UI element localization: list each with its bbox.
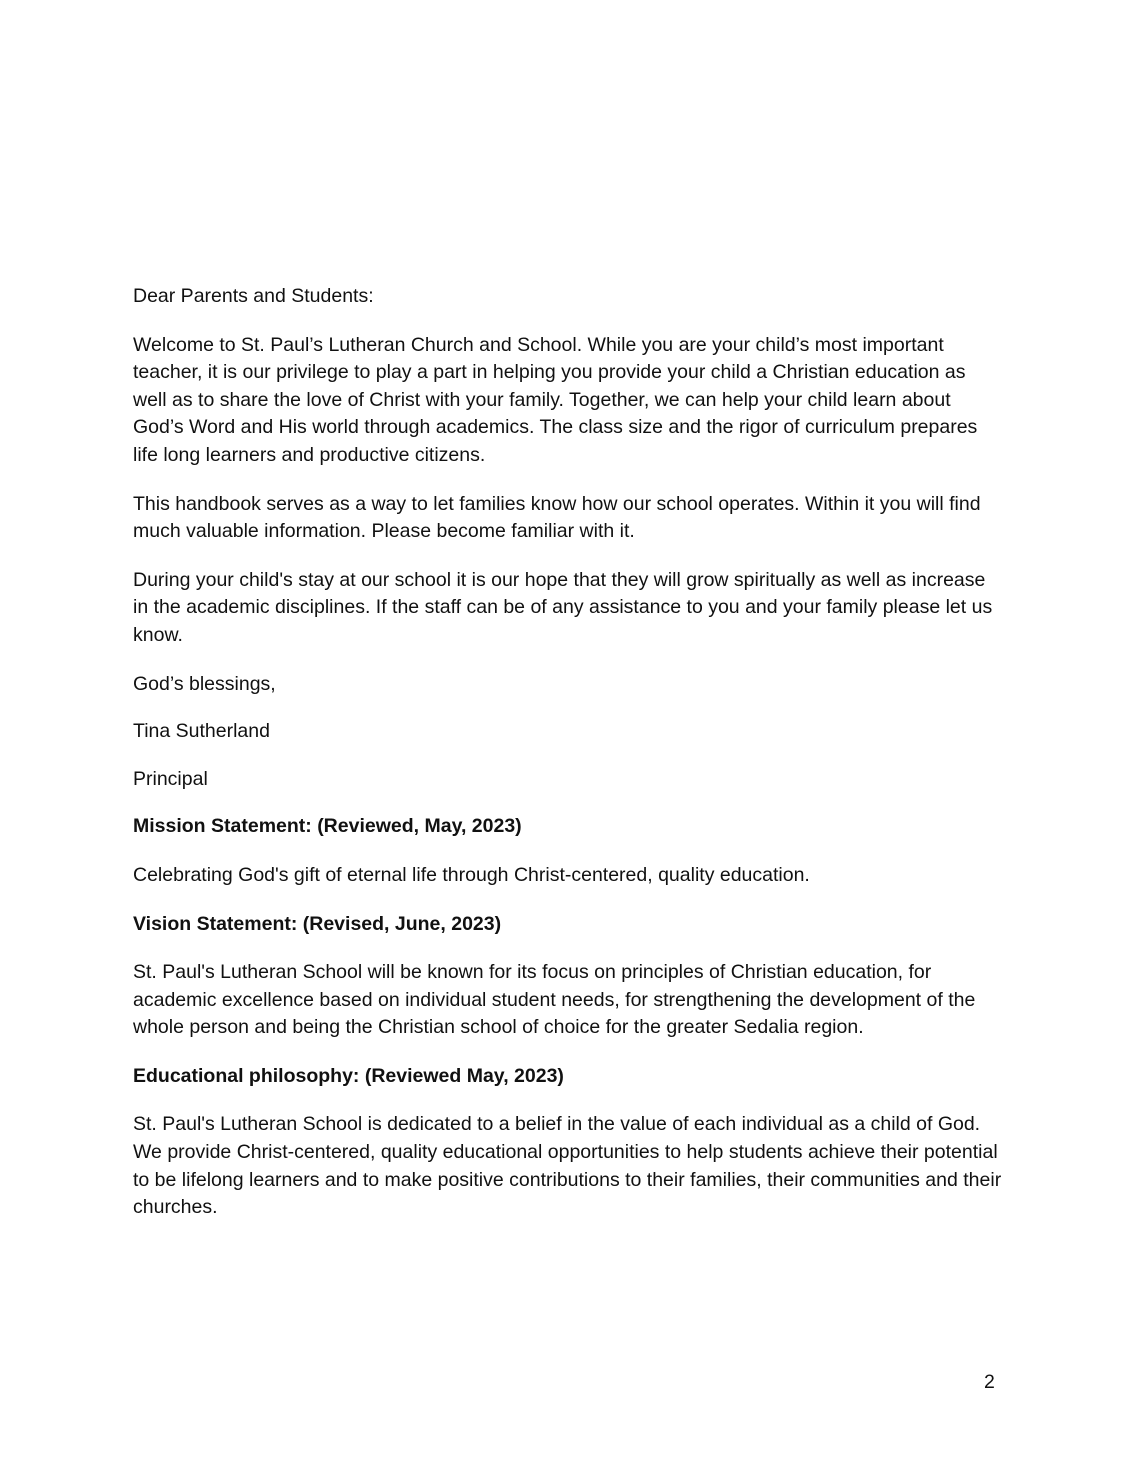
vision-heading: Vision Statement: (Revised, June, 2023): [133, 912, 502, 935]
signer-title: Principal: [133, 767, 208, 790]
page-number: 2: [984, 1371, 995, 1393]
mission-body: Celebrating God's gift of eternal life through Christ-centered, quality education.: [133, 863, 810, 886]
salutation: Dear Parents and Students:: [133, 285, 374, 307]
hope-paragraph: During your child's stay at our school it is our hope that they will grow spiritually as well as increase in the academic disciplines. If the staff can be of any assistance to you and your family please let us know.: [133, 568, 993, 646]
welcome-paragraph: Welcome to St. Paul’s Lutheran Church and School. While you are your child’s most important teacher, it is our privilege to play a part in helping you provide your child a Christian education as well as to share the love of Christ with your family. Together, we can help your child learn about God’s Word and His world through academics. The class size and the rigor of curriculum prepares life long learners and productive citizens.: [133, 333, 978, 466]
page-content: [133, 283, 1003, 1222]
philosophy-body: St. Paul's Lutheran School is dedicated to a belief in the value of each individual as a child of God. We provide Christ-centered, quality educational opportunities to help students achieve their potential to be lifelong learners and to make positive contributions to their families, their communities and their churches.: [133, 1113, 1002, 1219]
signer-name: Tina Sutherland: [133, 720, 270, 743]
closing: God’s blessings,: [133, 672, 276, 695]
mission-heading: Mission Statement: (Reviewed, May, 2023): [133, 815, 522, 838]
philosophy-heading: Educational philosophy: (Reviewed May, 2023): [133, 1064, 564, 1087]
handbook-paragraph: This handbook serves as a way to let families know how our school operates. Within it you will find much valuable information. Please become familiar with it.: [133, 492, 981, 543]
vision-body: St. Paul's Lutheran School will be known for its focus on principles of Christian education, for academic excellence based on individual student needs, for strengthening the development of the whole person and being the Christian school of choice for the greater Sedalia region.: [133, 961, 976, 1039]
